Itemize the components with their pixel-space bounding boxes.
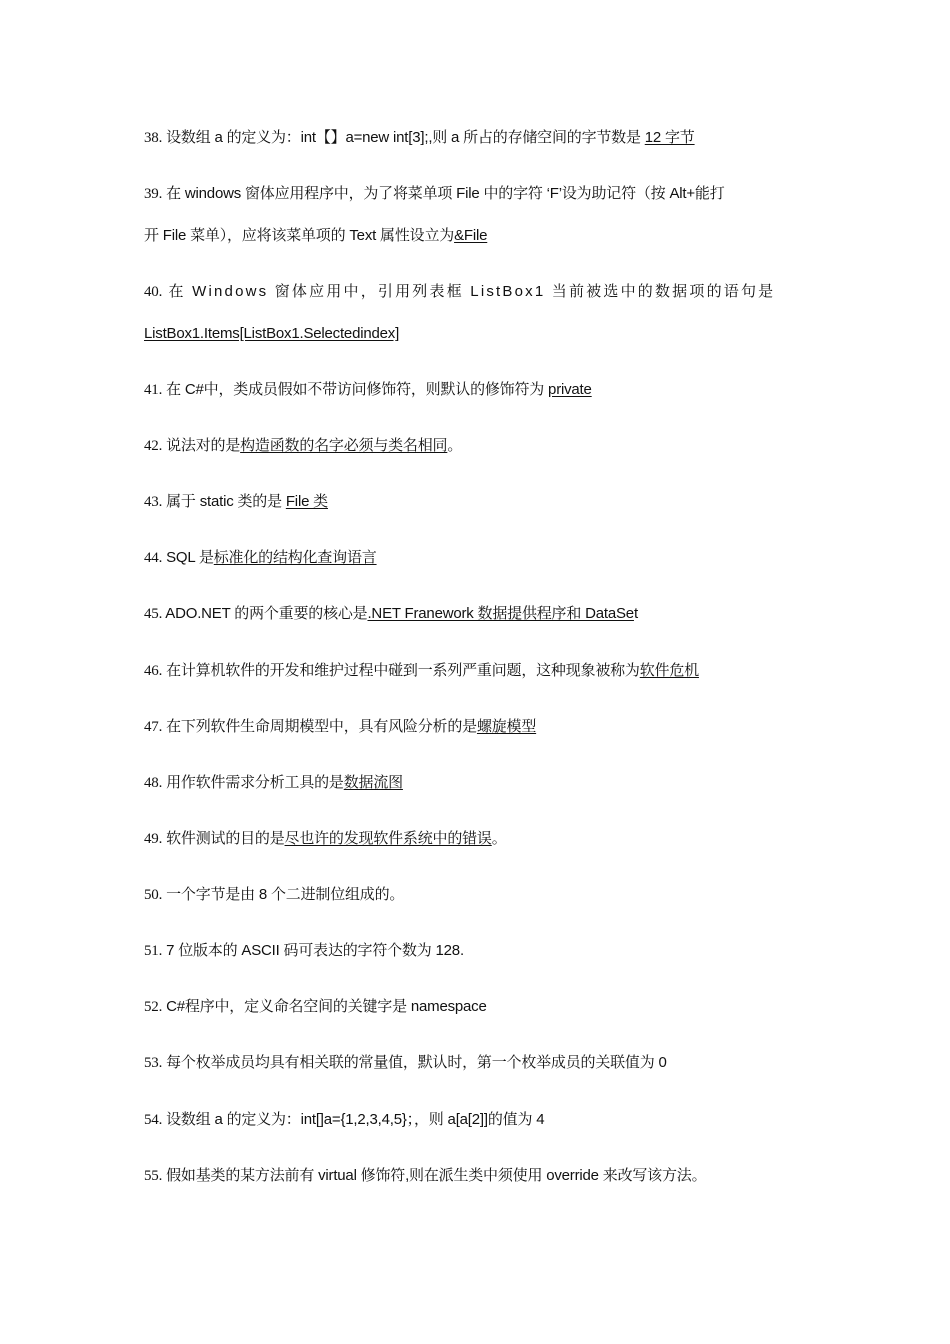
question-40-answer	[144, 324, 814, 344]
question-text: 在 windows 窗体应用程序中，为了将菜单项 File 中的字符 ‘F’设为助记符（按 Alt+能打	[162, 185, 725, 202]
answer-text: File 类	[285, 493, 328, 510]
question-50	[144, 885, 814, 905]
question-text: 假如基类的某方法前有 virtual 修饰符,则在派生类中须使用 override 来改写该方法。	[162, 1167, 707, 1184]
question-text: 在 C#中，类成员假如不带访问修饰符，则默认的修饰符为	[162, 381, 549, 398]
answer-text: &File	[454, 227, 488, 244]
answer-text: 数据流图	[343, 774, 403, 791]
question-text: 设数组 a 的定义为：int[]a={1,2,3,4,5}；，则 a[a[2]]的值为 4	[162, 1111, 545, 1128]
question-number: 55.	[144, 1168, 163, 1184]
question-number: 54.	[144, 1112, 163, 1128]
question-text: 7 位版本的 ASCII 码可表达的字符个数为 128.	[162, 942, 464, 959]
question-number: 48.	[144, 775, 163, 791]
answer-text: 标准化的结构化查询语言	[213, 549, 377, 566]
question-45	[144, 604, 814, 624]
question-number: 39.	[144, 186, 163, 202]
question-text: SQL 是	[162, 549, 214, 566]
question-51	[144, 941, 814, 961]
question-text: 一个字节是由 8 个二进制位组成的。	[162, 886, 405, 903]
answer-text: private	[548, 381, 592, 398]
question-text: ADO.NET 的两个重要的核心是	[162, 605, 368, 622]
question-number: 45.	[144, 606, 163, 622]
question-48	[144, 773, 814, 793]
question-text: 在计算机软件的开发和维护过程中碰到一系列严重问题，这种现象被称为	[162, 662, 640, 679]
question-number: 49.	[144, 831, 163, 847]
suffix-text: t	[633, 605, 638, 622]
question-42	[144, 436, 814, 456]
answer-text: 螺旋模型	[476, 718, 537, 735]
question-number: 52.	[144, 999, 163, 1015]
question-text: 在 Windows 窗体应用中，引用列表框 ListBox1 当前被选中的数据项的语句是	[162, 283, 776, 300]
question-43	[144, 492, 814, 512]
suffix-text: 。	[447, 437, 463, 454]
question-number: 46.	[144, 663, 163, 679]
question-40	[144, 282, 814, 302]
question-54	[144, 1110, 814, 1130]
answer-text: 构造函数的名字必须与类名相同	[240, 437, 448, 454]
question-text: 属于 static 类的是	[162, 493, 286, 510]
question-number: 43.	[144, 494, 163, 510]
question-number: 50.	[144, 887, 163, 903]
question-53	[144, 1053, 814, 1073]
question-47	[144, 717, 814, 737]
answer-text: 软件危机	[639, 662, 699, 679]
question-text: 每个枚举成员均具有相关联的常量值，默认时，第一个枚举成员的关联值为 0	[162, 1054, 667, 1071]
suffix-text: 。	[491, 830, 507, 847]
question-number: 40.	[144, 284, 163, 300]
question-55	[144, 1166, 814, 1186]
question-38	[144, 128, 814, 148]
question-52	[144, 997, 814, 1017]
answer-text: 12 字节	[644, 129, 695, 146]
question-39-continued	[144, 226, 814, 246]
question-text: 设数组 a 的定义为：int【】a=new int[3];,则 a 所占的存储空间的字节数是	[162, 129, 645, 146]
question-text: 说法对的是	[162, 437, 241, 454]
answer-text: ListBox1.Items[ListBox1.Selectedindex]	[144, 325, 400, 342]
answer-text: 尽也许的发现软件系统中的错误	[284, 830, 492, 847]
question-number: 51.	[144, 943, 163, 959]
question-text: C#程序中，定义命名空间的关键字是 namespace	[162, 998, 487, 1015]
question-49	[144, 829, 814, 849]
question-number: 38.	[144, 130, 163, 146]
question-number: 41.	[144, 382, 163, 398]
question-number: 53.	[144, 1055, 163, 1071]
question-46	[144, 661, 814, 681]
question-number: 42.	[144, 438, 163, 454]
question-text: 在下列软件生命周期模型中，具有风险分析的是	[162, 718, 477, 735]
answer-text: .NET Franework 数据提供程序和 DataSe	[367, 605, 634, 622]
question-44	[144, 548, 814, 568]
question-number: 44.	[144, 550, 163, 566]
question-text: 软件测试的目的是	[162, 830, 285, 847]
question-41	[144, 380, 814, 400]
question-39	[144, 184, 814, 204]
question-text: 用作软件需求分析工具的是	[162, 774, 344, 791]
question-text-continued: 开 File 菜单），应将该菜单项的 Text 属性设立为	[144, 227, 455, 244]
question-number: 47.	[144, 719, 163, 735]
